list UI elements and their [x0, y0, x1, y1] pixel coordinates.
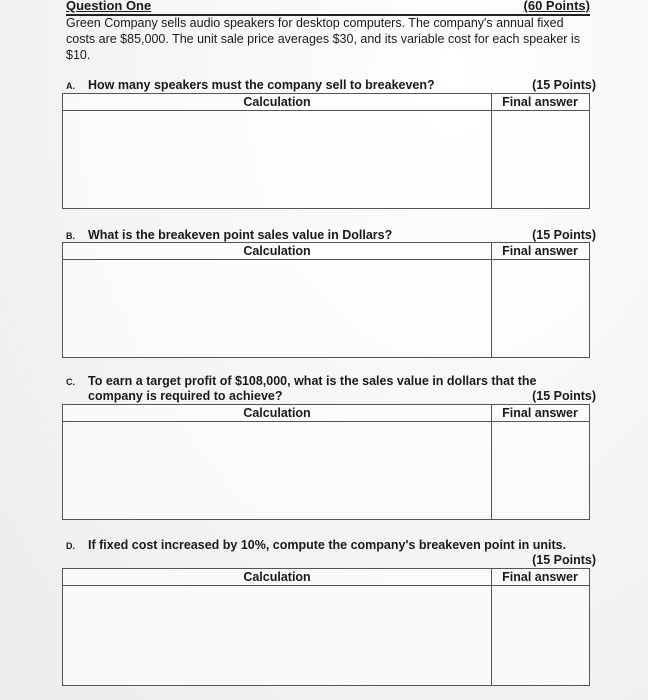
question-c-calculation-label: Calculation: [243, 406, 311, 420]
question-d-final-answer-label: Final answer: [502, 570, 578, 584]
question-d-table-header: [63, 569, 589, 586]
question-a-answer-table: [62, 93, 590, 209]
question-d-heading: [66, 538, 596, 567]
question-c-table-header: [63, 405, 589, 422]
question-c-heading: [66, 374, 596, 404]
question-c-final-answer-label: Final answer: [502, 406, 578, 420]
question-c-text: To earn a target profit of $108,000, what is the sales value in dollars that the company is required to achieve?: [88, 374, 537, 403]
question-b-answer-area[interactable]: [63, 259, 589, 357]
question-a-points: (15 Points): [532, 78, 596, 92]
question-a-answer-area[interactable]: [63, 110, 589, 208]
question-a-letter: A.: [66, 81, 75, 91]
question-d-calculation-label: Calculation: [243, 570, 311, 584]
question-b-letter: B.: [66, 231, 75, 241]
question-title: Question One: [66, 0, 152, 13]
question-d-answer-area[interactable]: [63, 585, 589, 685]
question-b-points: (15 Points): [532, 228, 596, 242]
question-b-answer-table: [62, 242, 590, 358]
question-a-heading: [66, 78, 596, 94]
question-b-text: What is the breakeven point sales value in Dollars?: [88, 228, 393, 242]
question-c-answer-table: [62, 404, 590, 520]
question-a-final-answer-label: Final answer: [502, 95, 578, 109]
question-c-points: (15 Points): [532, 389, 596, 403]
question-a-text: How many speakers must the company sell to breakeven?: [88, 78, 435, 92]
question-b-final-answer-label: Final answer: [502, 244, 578, 258]
question-b-calculation-label: Calculation: [243, 244, 311, 258]
question-d-answer-table: [62, 568, 590, 686]
question-d-text: If fixed cost increased by 10%, compute the company's breakeven point in units.: [88, 538, 567, 552]
question-c-letter: C.: [66, 377, 75, 387]
question-d-letter: D.: [66, 541, 75, 551]
question-a-calculation-label: Calculation: [243, 95, 311, 109]
question-d-points: (15 Points): [532, 553, 596, 567]
total-points: (60 Points): [523, 0, 590, 13]
question-c-answer-area[interactable]: [63, 421, 589, 519]
question-a-table-header: [63, 94, 589, 111]
question-intro: Green Company sells audio speakers for desktop computers. The company's annual fixed costs are $85,000. The unit sale price averages $30, and its variable cost for each speaker is $10.: [66, 16, 580, 62]
question-header: [66, 0, 590, 16]
question-b-table-header: [63, 243, 589, 260]
